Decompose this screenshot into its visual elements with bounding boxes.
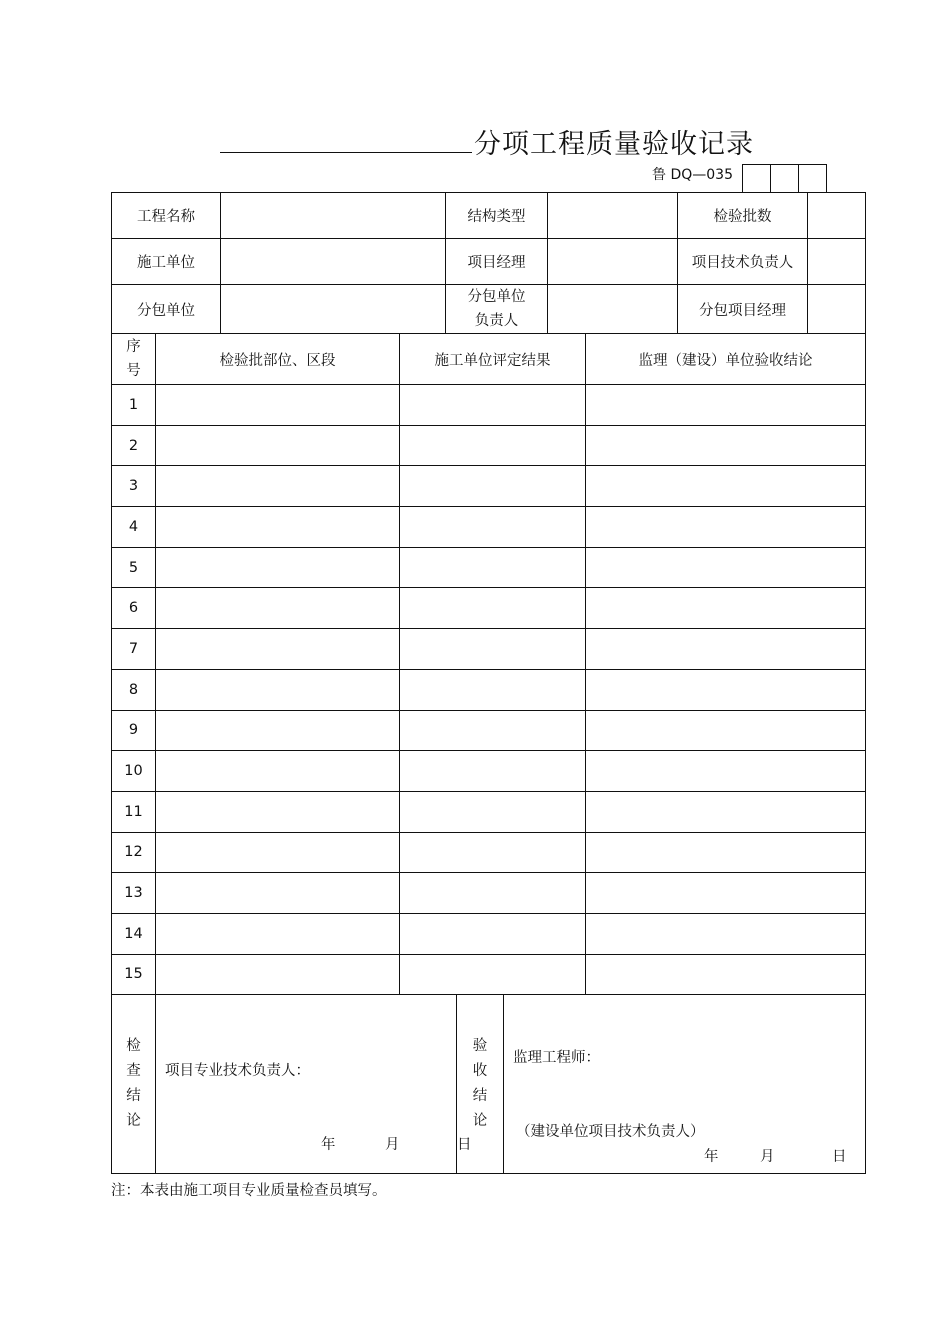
accept-month: 月 [760,1149,775,1165]
supervision-result-header: 监理（建设）单位验收结论 [586,334,866,385]
check-char: 查 [126,1063,141,1079]
form-number-boxes [742,164,827,192]
check-char: 结 [126,1088,141,1104]
location-cell[interactable] [156,669,400,710]
check-day: 日 [457,1137,472,1153]
row-number: 12 [112,832,156,873]
project-manager-label: 项目经理 [446,239,548,285]
supervision-result-cell[interactable] [586,629,866,670]
location-cell[interactable] [156,791,400,832]
unit-result-cell[interactable] [400,791,586,832]
table-row [112,791,866,832]
inspection-batch-table [111,333,866,995]
supervision-result-cell[interactable] [586,954,866,995]
table-row [112,425,866,466]
row-number: 5 [112,547,156,588]
batch-count-label: 检验批数 [678,193,808,239]
form-number-box[interactable] [742,164,770,192]
table-row [112,547,866,588]
location-cell[interactable] [156,873,400,914]
location-cell[interactable] [156,588,400,629]
unit-result-header: 施工单位评定结果 [400,334,586,385]
supervision-result-cell[interactable] [586,791,866,832]
conclusion-table [111,994,866,1174]
row-number: 8 [112,669,156,710]
footer-note: 注：本表由施工项目专业质量检查员填写。 [111,1183,387,1199]
unit-result-cell[interactable] [400,466,586,507]
sub-unit-label: 分包单位 [112,285,221,334]
supervision-result-cell[interactable] [586,425,866,466]
unit-result-cell[interactable] [400,710,586,751]
accept-conclusion-field[interactable] [504,995,866,1174]
unit-result-cell[interactable] [400,669,586,710]
supervision-result-cell[interactable] [586,832,866,873]
unit-result-cell[interactable] [400,547,586,588]
check-char: 论 [126,1113,141,1129]
accept-year: 年 [704,1149,719,1165]
supervision-result-cell[interactable] [586,873,866,914]
location-cell[interactable] [156,913,400,954]
location-cell[interactable] [156,751,400,792]
project-info-table [111,192,866,334]
seq-header-line2: 号 [126,363,141,379]
supervision-result-cell[interactable] [586,547,866,588]
unit-result-cell[interactable] [400,954,586,995]
location-cell[interactable] [156,954,400,995]
unit-result-cell[interactable] [400,629,586,670]
check-char: 检 [126,1038,141,1054]
table-row [112,873,866,914]
unit-result-cell[interactable] [400,425,586,466]
construction-unit-field[interactable] [221,239,446,285]
location-cell[interactable] [156,425,400,466]
owner-tech-lead-label: （建设单位项目技术负责人） [516,1124,705,1140]
location-cell[interactable] [156,507,400,548]
project-name-label: 工程名称 [112,193,221,239]
form-number-box[interactable] [770,164,798,192]
unit-result-cell[interactable] [400,913,586,954]
supervision-result-cell[interactable] [586,913,866,954]
row-number: 14 [112,913,156,954]
location-header: 检验批部位、区段 [156,334,400,385]
accept-char: 结 [472,1088,488,1104]
row-number: 9 [112,710,156,751]
row-number: 1 [112,385,156,426]
sub-unit-lead-field[interactable] [548,285,678,334]
unit-result-cell[interactable] [400,751,586,792]
table-row [112,385,866,426]
accept-char: 收 [472,1063,488,1079]
project-manager-field[interactable] [548,239,678,285]
table-row [112,751,866,792]
table-row [112,629,866,670]
location-cell[interactable] [156,466,400,507]
location-cell[interactable] [156,832,400,873]
sub-unit-lead-label-line2: 负责人 [474,313,519,329]
row-number: 3 [112,466,156,507]
construction-unit-label: 施工单位 [112,239,221,285]
structure-type-label: 结构类型 [446,193,548,239]
row-number: 11 [112,791,156,832]
sub-unit-lead-label-line1: 分包单位 [467,289,526,305]
row-number: 6 [112,588,156,629]
accept-char: 论 [472,1113,488,1129]
table-row [112,466,866,507]
seq-header-line1: 序 [126,339,141,355]
supervision-result-cell[interactable] [586,710,866,751]
accept-char: 验 [472,1038,488,1054]
check-conclusion-label [112,995,156,1174]
row-number: 15 [112,954,156,995]
supervision-result-cell[interactable] [586,751,866,792]
sub-unit-lead-label [446,285,548,334]
table-row [112,954,866,995]
title-blank-line [220,152,472,153]
supervision-result-cell[interactable] [586,507,866,548]
unit-result-cell[interactable] [400,507,586,548]
check-year: 年 [321,1137,336,1153]
check-signer-label: 项目专业技术负责人： [165,1063,310,1079]
location-cell[interactable] [156,385,400,426]
sub-unit-field[interactable] [221,285,446,334]
structure-type-field[interactable] [548,193,678,239]
tech-lead-field[interactable] [808,239,866,285]
form-code: 鲁 DQ—035 [652,167,733,183]
accept-day: 日 [832,1149,847,1165]
table-row [112,669,866,710]
batch-count-field[interactable] [808,193,866,239]
form-number-box[interactable] [798,164,826,192]
table-row [112,507,866,548]
supervision-result-cell[interactable] [586,588,866,629]
project-name-field[interactable] [221,193,446,239]
row-number: 7 [112,629,156,670]
unit-result-cell[interactable] [400,832,586,873]
location-cell[interactable] [156,547,400,588]
table-row [112,913,866,954]
check-conclusion-field[interactable] [156,995,472,1174]
supervision-result-cell[interactable] [586,466,866,507]
page-title: 分项工程质量验收记录 [474,129,754,160]
supervisor-label: 监理工程师： [513,1050,600,1066]
row-number: 2 [112,425,156,466]
unit-result-cell[interactable] [400,385,586,426]
unit-result-cell[interactable] [400,588,586,629]
sub-manager-field[interactable] [808,285,866,334]
supervision-result-cell[interactable] [586,669,866,710]
row-number: 13 [112,873,156,914]
row-number: 10 [112,751,156,792]
tech-lead-label: 项目技术负责人 [678,239,808,285]
row-number: 4 [112,507,156,548]
seq-header [112,334,156,385]
location-cell[interactable] [156,629,400,670]
supervision-result-cell[interactable] [586,385,866,426]
table-row [112,832,866,873]
sub-manager-label: 分包项目经理 [678,285,808,334]
check-month: 月 [385,1137,400,1153]
table-row [112,710,866,751]
table-row [112,588,866,629]
location-cell[interactable] [156,710,400,751]
unit-result-cell[interactable] [400,873,586,914]
